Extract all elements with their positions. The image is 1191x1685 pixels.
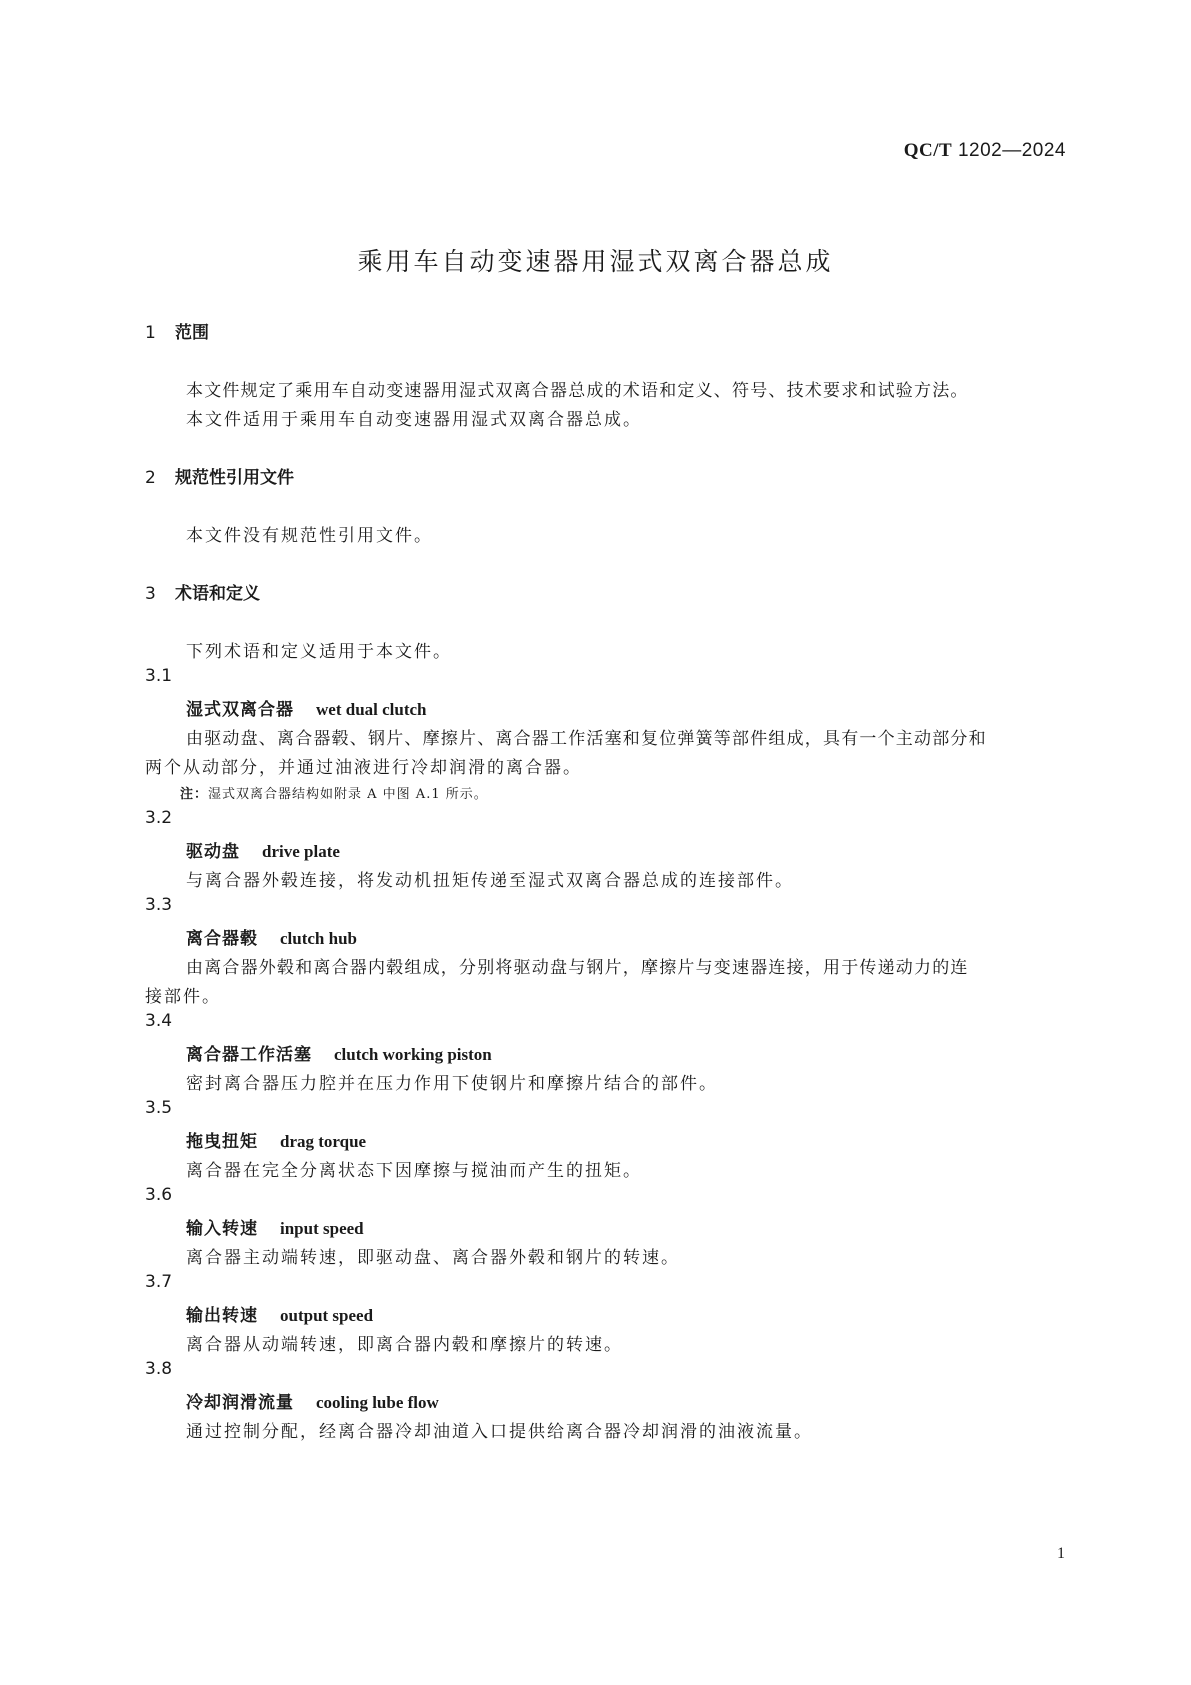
term-definition: 与离合器外毂连接，将发动机扭矩传递至湿式双离合器总成的连接部件。 [186, 871, 794, 891]
term-definition-cont: 接部件。 [145, 987, 221, 1007]
term-definition: 密封离合器压力腔并在压力作用下使钢片和摩擦片结合的部件。 [186, 1074, 718, 1094]
term-definition: 通过控制分配，经离合器冷却油道入口提供给离合器冷却润滑的油液流量。 [186, 1422, 813, 1442]
term-title: 输出转速 output speed [186, 1306, 374, 1326]
page-number: 1 [1057, 1545, 1065, 1562]
section-heading-1: 1 范围 [145, 323, 209, 343]
term-definition: 离合器主动端转速，即驱动盘、离合器外毂和钢片的转速。 [186, 1248, 680, 1268]
standard-number: 1202—2024 [957, 140, 1066, 161]
term-definition: 由驱动盘、离合器毂、钢片、摩擦片、离合器工作活塞和复位弹簧等部件组成，具有一个主动部分和 [186, 729, 987, 749]
term-number: 3.3 [145, 895, 173, 915]
term-title: 拖曳扭矩 drag torque [186, 1132, 367, 1152]
paragraph: 本文件适用于乘用车自动变速器用湿式双离合器总成。 [186, 410, 642, 430]
term-title: 湿式双离合器 wet dual clutch [186, 700, 427, 720]
term-number: 3.5 [145, 1098, 173, 1118]
term-number: 3.2 [145, 808, 173, 828]
section-heading-3: 3 术语和定义 [145, 584, 260, 604]
standard-code [904, 140, 1066, 162]
section-heading-2: 2 规范性引用文件 [145, 468, 294, 488]
term-definition: 由离合器外毂和离合器内毂组成，分别将驱动盘与钢片，摩擦片与变速器连接，用于传递动力的连 [186, 958, 969, 978]
term-title: 冷却润滑流量 cooling lube flow [186, 1393, 439, 1413]
term-title: 驱动盘 drive plate [186, 842, 340, 862]
paragraph: 下列术语和定义适用于本文件。 [186, 642, 452, 662]
term-title: 离合器毂 clutch hub [186, 929, 357, 949]
term-definition: 离合器在完全分离状态下因摩擦与搅油而产生的扭矩。 [186, 1161, 642, 1181]
term-number: 3.8 [145, 1359, 173, 1379]
term-definition-cont: 两个从动部分，并通过油液进行冷却润滑的离合器。 [145, 758, 582, 778]
term-note: 注：湿式双离合器结构如附录 A 中图 A.1 所示。 [180, 787, 488, 802]
term-title: 输入转速 input speed [186, 1219, 364, 1239]
standard-prefix: QC/T [903, 140, 953, 161]
paragraph: 本文件没有规范性引用文件。 [186, 526, 433, 546]
term-number: 3.6 [145, 1185, 173, 1205]
document-title: 乘用车自动变速器用湿式双离合器总成 [357, 247, 834, 276]
term-number: 3.7 [145, 1272, 173, 1292]
term-title: 离合器工作活塞 clutch working piston [186, 1045, 492, 1065]
term-number: 3.4 [145, 1011, 173, 1031]
term-definition: 离合器从动端转速，即离合器内毂和摩擦片的转速。 [186, 1335, 623, 1355]
paragraph: 本文件规定了乘用车自动变速器用湿式双离合器总成的术语和定义、符号、技术要求和试验方法。 [186, 381, 969, 401]
term-number: 3.1 [145, 666, 173, 686]
